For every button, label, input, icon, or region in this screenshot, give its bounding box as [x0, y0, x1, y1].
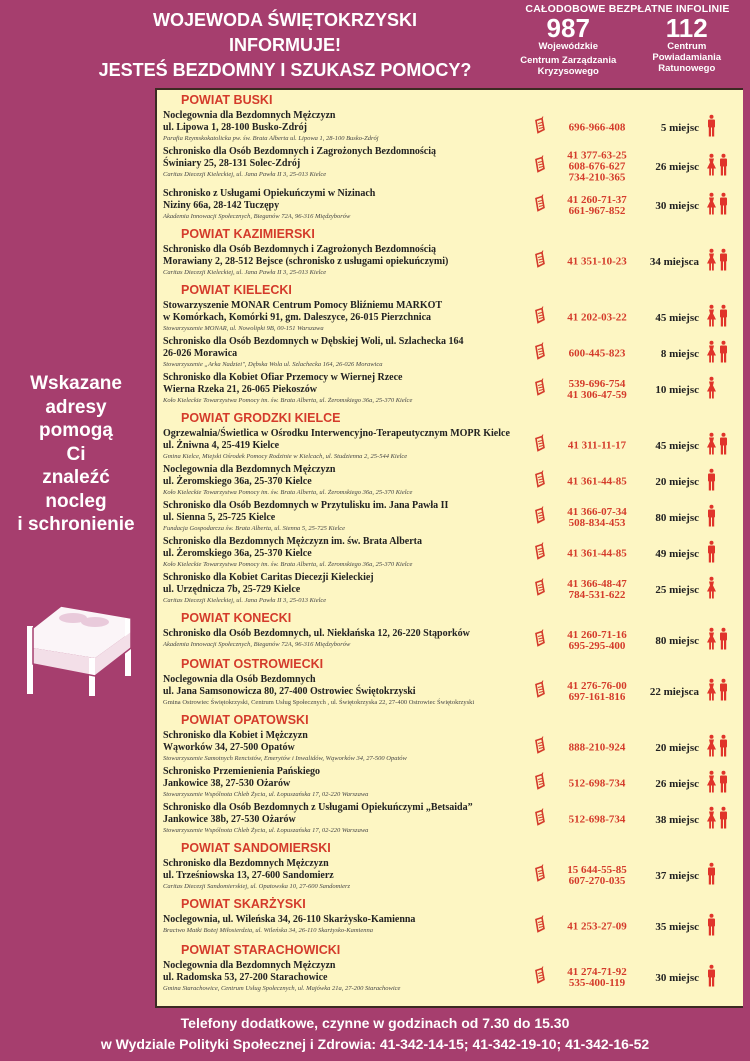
target-group — [707, 377, 716, 404]
district-heading: POWIAT SKARŻYSKI — [181, 897, 306, 911]
shelter-entry — [157, 914, 743, 940]
phone-numbers — [547, 441, 647, 452]
shelter-operator: Caritas Diecezji Sandomierskiej, ul. Opatowska 10, 27-600 Sandomierz — [163, 883, 351, 890]
shelter-address: ul. Żeromskiego 36a, 25-370 Kielce — [163, 548, 312, 559]
footer-line: Telefony dodatkowe, czynne w godzinach od 7.30 do 15.30 — [180, 1015, 570, 1031]
woman-icon — [707, 341, 716, 368]
capacity: 30 miejsc — [655, 200, 699, 212]
target-group — [707, 863, 716, 890]
mobile-phone-icon — [534, 579, 545, 602]
phone-number[interactable]: 535-400-119 — [568, 977, 626, 989]
shelter-operator: Koło Kieleckie Towarzystwa Pomocy im. św. Brata Alberta, ul. Żeromskiego 36a, 25-370 Kielce — [163, 489, 413, 496]
man-icon — [719, 154, 728, 181]
mobile-phone-icon — [534, 773, 545, 796]
phone-numbers — [547, 967, 647, 989]
infoline-label: Kryzysowego — [537, 66, 599, 77]
shelter-name: Schronisko z Usługami Opiekuńczymi w Nizinach — [163, 188, 376, 199]
capacity: 8 miejsc — [660, 348, 699, 360]
man-icon — [707, 914, 716, 941]
shelter-operator: Caritas Diecezji Kieleckiej, ul. Jana Pawła II 3, 25-013 Kielce — [163, 171, 327, 178]
woman-icon — [707, 377, 716, 404]
footer-line: w Wydziale Polityki Społecznej i Zdrowia: 41-342-14-15; 41-342-19-10; 41-342-16-52 — [100, 1036, 650, 1052]
footer — [0, 1013, 750, 1055]
mobile-phone-icon — [534, 630, 545, 653]
target-group — [707, 577, 716, 604]
district-heading: POWIAT KAZIMIERSKI — [181, 227, 315, 241]
man-icon — [719, 771, 728, 798]
district-heading: POWIAT OPATOWSKI — [181, 713, 309, 727]
mobile-phone-icon — [534, 343, 545, 366]
capacity: 37 miejsc — [655, 870, 699, 882]
phone-numbers — [547, 681, 647, 703]
woman-icon — [707, 807, 716, 834]
man-icon — [719, 249, 728, 276]
phone-numbers — [547, 743, 647, 754]
phone-number[interactable]: 697-161-816 — [568, 691, 626, 703]
man-icon — [719, 679, 728, 706]
shelter-address: w Komórkach, Komórki 91, gm. Daleszyce, 26-015 Pierzchnica — [163, 312, 432, 323]
phone-number[interactable]: 41 351-10-23 — [567, 255, 627, 268]
shelter-operator: Stowarzyszenie MONAR, ul. Nowolipki 9B, 00-151 Warszawa — [163, 325, 324, 332]
capacity: 34 miejsca — [649, 256, 699, 268]
capacity: 26 miejsc — [655, 161, 699, 173]
target-group — [707, 469, 716, 496]
phone-number[interactable]: 696-966-408 — [568, 121, 626, 134]
target-group — [707, 505, 716, 532]
phone-numbers — [547, 313, 647, 324]
infolines-heading: CAŁODOBOWE BEZPŁATNE INFOLINIE — [525, 3, 730, 15]
shelter-list — [155, 88, 743, 1008]
shelter-name: Schronisko dla Osób Bezdomnych i Zagrożonych Bezdomnością — [163, 244, 436, 255]
phone-number[interactable]: 41 306-47-59 — [567, 389, 627, 401]
shelter-name: Schronisko dla Osób Bezdomnych w Przytulisku im. Jana Pawła II — [163, 500, 449, 511]
shelter-name: Schronisko dla Kobiet Ofiar Przemocy w Wiernej Rzece — [163, 372, 403, 383]
shelter-entry — [157, 110, 743, 146]
infoline-label: Centrum Zarządzania — [520, 55, 617, 66]
shelter-name: Schronisko dla Osób Bezdomnych w Dębskiej Woli, ul. Szlachecka 164 — [163, 336, 464, 347]
phone-number[interactable]: 539-696-754 — [568, 378, 626, 390]
phone-numbers — [547, 815, 647, 826]
infoline-number: 112 — [665, 13, 708, 43]
phone-numbers — [547, 779, 647, 790]
phone-numbers — [547, 151, 647, 184]
shelter-name: Schronisko dla Osób Bezdomnych z Usługami Opiekuńczymi „Betsaida” — [163, 802, 473, 813]
phone-numbers — [547, 257, 647, 268]
shelter-entry — [157, 960, 743, 996]
district-heading: POWIAT OSTROWIECKI — [181, 657, 324, 671]
mobile-phone-icon — [534, 543, 545, 566]
capacity: 35 miejsc — [655, 921, 699, 933]
shelter-address: Morawiany 2, 28-512 Bejsce (schronisko z usługami opiekuńczymi) — [163, 256, 449, 267]
shelter-address: ul. Radomska 53, 27-200 Starachowice — [163, 972, 328, 983]
infoline-number: 987 — [546, 13, 590, 43]
target-group — [707, 541, 716, 568]
shelter-name: Schronisko dla Kobiet i Mężczyzn — [163, 730, 308, 741]
shelter-name: Noclegownia dla Bezdomnych Mężczyzn — [163, 960, 336, 971]
mobile-phone-icon — [534, 681, 545, 704]
shelter-address: ul. Lipowa 1, 28-100 Busko-Zdrój — [163, 122, 307, 133]
bed-icon — [25, 598, 137, 703]
shelter-entry — [157, 300, 743, 336]
shelter-operator: Stowarzyszenie Samotnych Rencistów, Emerytów i Inwalidów, Wąworków 34, 27-500 Opatów — [163, 755, 407, 762]
shelter-address: ul. Jana Samsonowicza 80, 27-400 Ostrowiec Świętokrzyski — [163, 686, 416, 697]
shelter-entry — [157, 244, 743, 280]
phone-numbers — [547, 507, 647, 529]
capacity: 10 miejsc — [655, 384, 699, 396]
phone-number[interactable]: 41 366-07-34 — [567, 506, 627, 518]
mobile-phone-icon — [534, 156, 545, 179]
shelter-entry — [157, 464, 743, 500]
target-group — [707, 771, 728, 798]
district-heading: POWIAT KIELECKI — [181, 283, 292, 297]
district-heading: POWIAT SANDOMIERSKI — [181, 841, 331, 855]
phone-number[interactable]: 41 377-63-25 — [567, 149, 627, 162]
capacity: 49 miejsc — [655, 548, 699, 560]
shelter-address: Wierna Rzeka 21, 26-065 Piekoszów — [163, 384, 317, 395]
shelter-entry — [157, 336, 743, 372]
woman-icon — [707, 154, 716, 181]
man-icon — [707, 863, 716, 890]
target-group — [707, 305, 728, 332]
infolines-box — [505, 3, 750, 77]
target-group — [707, 914, 716, 941]
capacity: 45 miejsc — [655, 440, 699, 452]
mobile-phone-icon — [534, 195, 545, 218]
shelter-address: ul. Sienna 5, 25-725 Kielce — [163, 512, 276, 523]
capacity: 26 miejsc — [655, 778, 699, 790]
target-group — [707, 679, 728, 706]
side-line: Ci — [66, 443, 86, 465]
side-line: pomogą — [39, 420, 113, 441]
shelter-address: ul. Trześniowska 13, 27-600 Sandomierz — [163, 870, 334, 881]
phone-number[interactable]: 41 202-03-22 — [567, 311, 627, 324]
capacity: 5 miejsc — [660, 122, 699, 134]
shelter-entry — [157, 572, 743, 608]
infoline-label: Centrum — [667, 41, 707, 52]
phone-number[interactable]: 41 260-71-16 — [567, 629, 627, 641]
shelter-entry — [157, 146, 743, 188]
woman-icon — [707, 433, 716, 460]
capacity: 80 miejsc — [655, 512, 699, 524]
target-group — [707, 115, 716, 142]
phone-numbers — [547, 865, 647, 887]
shelter-operator: Stowarzyszenie Wspólnota Chleb Życia, ul. Łopuszańska 17, 02-220 Warszawa — [163, 791, 369, 798]
man-icon — [719, 305, 728, 332]
capacity: 80 miejsc — [655, 635, 699, 647]
district-heading: POWIAT BUSKI — [181, 93, 273, 107]
target-group — [707, 154, 728, 181]
target-group — [707, 807, 728, 834]
shelter-entry — [157, 372, 743, 408]
shelter-operator: Gmina Ostrowiec Świętokrzyski, Centrum Usług Społecznych , ul. Świętokrzyska 22, 27-400 Ostrowiec Świętokrzyski — [163, 699, 475, 706]
shelter-operator: Bractwo Matki Bożej Miłosierdzia, ul. Wileńska 34, 26-110 Skarżysko-Kamienna — [163, 927, 373, 934]
phone-number[interactable]: 41 361-44-85 — [567, 475, 627, 488]
shelter-operator: Fundacja Gospodarcza św. Brata Alberta, ul. Sienna 5, 25-725 Kielce — [163, 525, 346, 532]
shelter-operator: Gmina Starachowice, Centrum Usług Społecznych, ul. Majówka 21a, 27-200 Starachowice — [163, 985, 401, 992]
shelter-entry — [157, 500, 743, 536]
title-line: WOJEWODA ŚWIĘTOKRZYSKI — [152, 10, 417, 30]
capacity: 25 miejsc — [655, 584, 699, 596]
phone-number[interactable]: 608-676-627 — [568, 160, 626, 173]
shelter-operator: Caritas Diecezji Kieleckiej, ul. Jana Pawła II 3, 25-013 Kielce — [163, 269, 327, 276]
capacity: 45 miejsc — [655, 312, 699, 324]
shelter-name: Schronisko Przemienienia Pańskiego — [163, 766, 321, 777]
phone-numbers — [547, 579, 647, 601]
title-line: INFORMUJE! — [229, 35, 341, 55]
side-line: znaleźć — [42, 467, 110, 488]
phone-numbers — [547, 379, 647, 401]
man-icon — [719, 341, 728, 368]
phone-numbers — [547, 195, 647, 217]
man-icon — [707, 505, 716, 532]
mobile-phone-icon — [534, 809, 545, 832]
infoline-label: Ratunowego — [658, 63, 716, 74]
woman-icon — [707, 771, 716, 798]
shelter-address: Niziny 66a, 28-142 Tuczępy — [163, 200, 280, 211]
shelter-address: Jankowice 38b, 27-530 Ożarów — [163, 814, 296, 825]
phone-numbers — [547, 477, 647, 488]
side-line: adresy — [45, 396, 107, 418]
man-icon — [707, 115, 716, 142]
man-icon — [719, 628, 728, 655]
phone-numbers — [547, 922, 647, 933]
shelter-entry — [157, 766, 743, 802]
woman-icon — [707, 577, 716, 604]
shelter-entry — [157, 730, 743, 766]
target-group — [707, 341, 728, 368]
shelter-name: Noclegownia dla Osób Bezdomnych — [163, 674, 316, 685]
shelter-entry — [157, 428, 743, 464]
shelter-address: ul. Żniwna 4, 25-419 Kielce — [163, 440, 280, 451]
mobile-phone-icon — [534, 117, 545, 140]
man-icon — [707, 469, 716, 496]
phone-number[interactable]: 41 253-27-09 — [567, 920, 627, 933]
woman-icon — [707, 193, 716, 220]
phone-numbers — [547, 349, 647, 360]
district-heading: POWIAT STARACHOWICKI — [181, 943, 341, 957]
phone-number[interactable]: 784-531-622 — [568, 589, 626, 601]
man-icon — [707, 541, 716, 568]
phone-number[interactable]: 695-295-400 — [568, 640, 626, 652]
shelter-operator: Akademia Innowacji Społecznych, Bieganów 72A, 96-316 Międzyborów — [163, 641, 351, 648]
shelter-operator: Akademia Innowacji Społecznych, Bieganów 72A, 96-316 Międzyborów — [163, 213, 351, 220]
shelter-operator: Stowarzyszenie Wspólnota Chleb Życia, ul. Łopuszańska 17, 02-220 Warszawa — [163, 827, 369, 834]
shelter-operator: Stowarzyszenie „Arka Nadziei", Dębska Wola ul. Szlachecka 164, 26-026 Morawica — [163, 361, 383, 368]
shelter-name: Stowarzyszenie MONAR Centrum Pomocy Bliźniemu MARKOT — [163, 300, 443, 311]
phone-number[interactable]: 41 311-11-17 — [567, 439, 627, 452]
mobile-phone-icon — [534, 507, 545, 530]
target-group — [707, 193, 728, 220]
woman-icon — [707, 249, 716, 276]
woman-icon — [707, 735, 716, 762]
shelter-operator: Caritas Diecezji Kieleckiej, ul. Jana Pawła II 3, 25-013 Kielce — [163, 597, 327, 604]
phone-numbers — [547, 549, 647, 560]
phone-number[interactable]: 15 644-55-85 — [567, 864, 627, 876]
woman-icon — [707, 628, 716, 655]
shelter-name: Noclegownia dla Bezdomnych Mężczyzn — [163, 464, 336, 475]
shelter-name: Schronisko dla Bezdomnych Mężczyzn — [163, 858, 329, 869]
man-icon — [707, 965, 716, 992]
phone-number[interactable]: 734-210-365 — [568, 171, 626, 184]
woman-icon — [707, 305, 716, 332]
shelter-name: Schronisko dla Osób Bezdomnych i Zagrożonych Bezdomnością — [163, 146, 436, 157]
shelter-address: Świniary 25, 28-131 Solec-Zdrój — [163, 158, 301, 169]
shelter-address: Wąworków 34, 27-500 Opatów — [163, 742, 295, 753]
man-icon — [719, 807, 728, 834]
woman-icon — [707, 679, 716, 706]
mobile-phone-icon — [534, 471, 545, 494]
side-line: nocleg — [45, 490, 107, 512]
phone-number[interactable]: 607-270-035 — [568, 875, 626, 887]
target-group — [707, 628, 728, 655]
shelter-address: 26-026 Morawica — [163, 348, 238, 359]
capacity: 20 miejsc — [655, 476, 699, 488]
shelter-name: Schronisko dla Bezdomnych Mężczyzn im. św. Brata Alberta — [163, 536, 422, 547]
side-line: Wskazane — [30, 373, 122, 394]
man-icon — [719, 735, 728, 762]
title-line: JESTEŚ BEZDOMNY I SZUKASZ POMOCY? — [98, 60, 472, 80]
mobile-phone-icon — [534, 379, 545, 402]
capacity: 22 miejsca — [649, 686, 699, 698]
phone-number[interactable]: 41 260-71-37 — [567, 194, 627, 206]
target-group — [707, 965, 716, 992]
shelter-entry — [157, 628, 743, 654]
phone-number[interactable]: 41 274-71-92 — [567, 966, 627, 978]
mobile-phone-icon — [534, 916, 545, 939]
phone-number[interactable]: 41 276-76-00 — [567, 680, 627, 692]
mobile-phone-icon — [534, 737, 545, 760]
side-line: i schronienie — [17, 514, 135, 535]
shelter-name: Noclegownia, ul. Wileńska 34, 26-110 Skarżysko-Kamienna — [163, 914, 416, 925]
infoline-112 — [628, 15, 747, 77]
capacity: 20 miejsc — [655, 742, 699, 754]
shelter-operator: Koło Kieleckie Towarzystwa Pomocy im. św. Brata Alberta, ul. Żeromskiego 36a, 25-370 Kielce — [163, 561, 413, 568]
shelter-operator: Koło Kieleckie Towarzystwa Pomocy im. św. Brata Alberta, ul. Żeromskiego 36a, 25-370 Kielce — [163, 397, 413, 404]
district-heading: POWIAT GRODZKI KIELCE — [181, 411, 341, 425]
shelter-address: ul. Żeromskiego 36a, 25-370 Kielce — [163, 476, 312, 487]
shelter-name: Ogrzewalnia/Świetlica w Ośrodku Interwencyjno-Terapeutycznym MOPR Kielce — [163, 428, 510, 439]
target-group — [707, 735, 728, 762]
phone-number[interactable]: 888-210-924 — [568, 741, 626, 754]
shelter-entry — [157, 536, 743, 572]
mobile-phone-icon — [534, 967, 545, 990]
phone-number[interactable]: 600-445-823 — [568, 347, 626, 360]
district-heading: POWIAT KONECKI — [181, 611, 292, 625]
phone-number[interactable]: 41 366-48-47 — [567, 578, 627, 590]
shelter-entry — [157, 858, 743, 894]
infoline-label: Wojewódzkie — [538, 41, 598, 52]
capacity: 38 miejsc — [655, 814, 699, 826]
man-icon — [719, 433, 728, 460]
shelter-address: Jankowice 38, 27-530 Ożarów — [163, 778, 291, 789]
shelter-name: Schronisko dla Kobiet Caritas Diecezji Kieleckiej — [163, 572, 374, 583]
mobile-phone-icon — [534, 435, 545, 458]
man-icon — [719, 193, 728, 220]
phone-number[interactable]: 512-698-734 — [568, 813, 626, 826]
poster-title — [40, 8, 530, 83]
infoline-987 — [509, 15, 628, 77]
side-message — [0, 372, 152, 537]
shelter-name: Schronisko dla Osób Bezdomnych, ul. Niekłańska 12, 26-220 Stąporków — [163, 628, 470, 639]
shelter-operator: Parafia Rzymskokatolicka pw. św. Brata Alberta ul. Lipowa 1, 28-100 Busko-Zdrój — [163, 135, 379, 142]
shelter-entry — [157, 802, 743, 838]
phone-number[interactable]: 508-834-453 — [568, 517, 626, 529]
mobile-phone-icon — [534, 865, 545, 888]
target-group — [707, 433, 728, 460]
phone-number[interactable]: 512-698-734 — [568, 777, 626, 790]
shelter-name: Noclegownia dla Bezdomnych Mężczyzn — [163, 110, 336, 121]
phone-numbers — [547, 630, 647, 652]
mobile-phone-icon — [534, 307, 545, 330]
capacity: 30 miejsc — [655, 972, 699, 984]
mobile-phone-icon — [534, 251, 545, 274]
phone-numbers — [547, 123, 647, 134]
shelter-address: ul. Urzędnicza 7b, 25-729 Kielce — [163, 584, 301, 595]
shelter-operator: Gmina Kielce, Miejski Ośrodek Pomocy Rodzinie w Kielcach, ul. Studzienna 2, 25-544 Kielce — [163, 453, 408, 460]
target-group — [707, 249, 728, 276]
phone-number[interactable]: 41 361-44-85 — [567, 547, 627, 560]
shelter-entry — [157, 188, 743, 224]
infoline-label: Powiadamiania — [652, 52, 722, 63]
phone-number[interactable]: 661-967-852 — [568, 205, 626, 217]
shelter-entry — [157, 674, 743, 710]
